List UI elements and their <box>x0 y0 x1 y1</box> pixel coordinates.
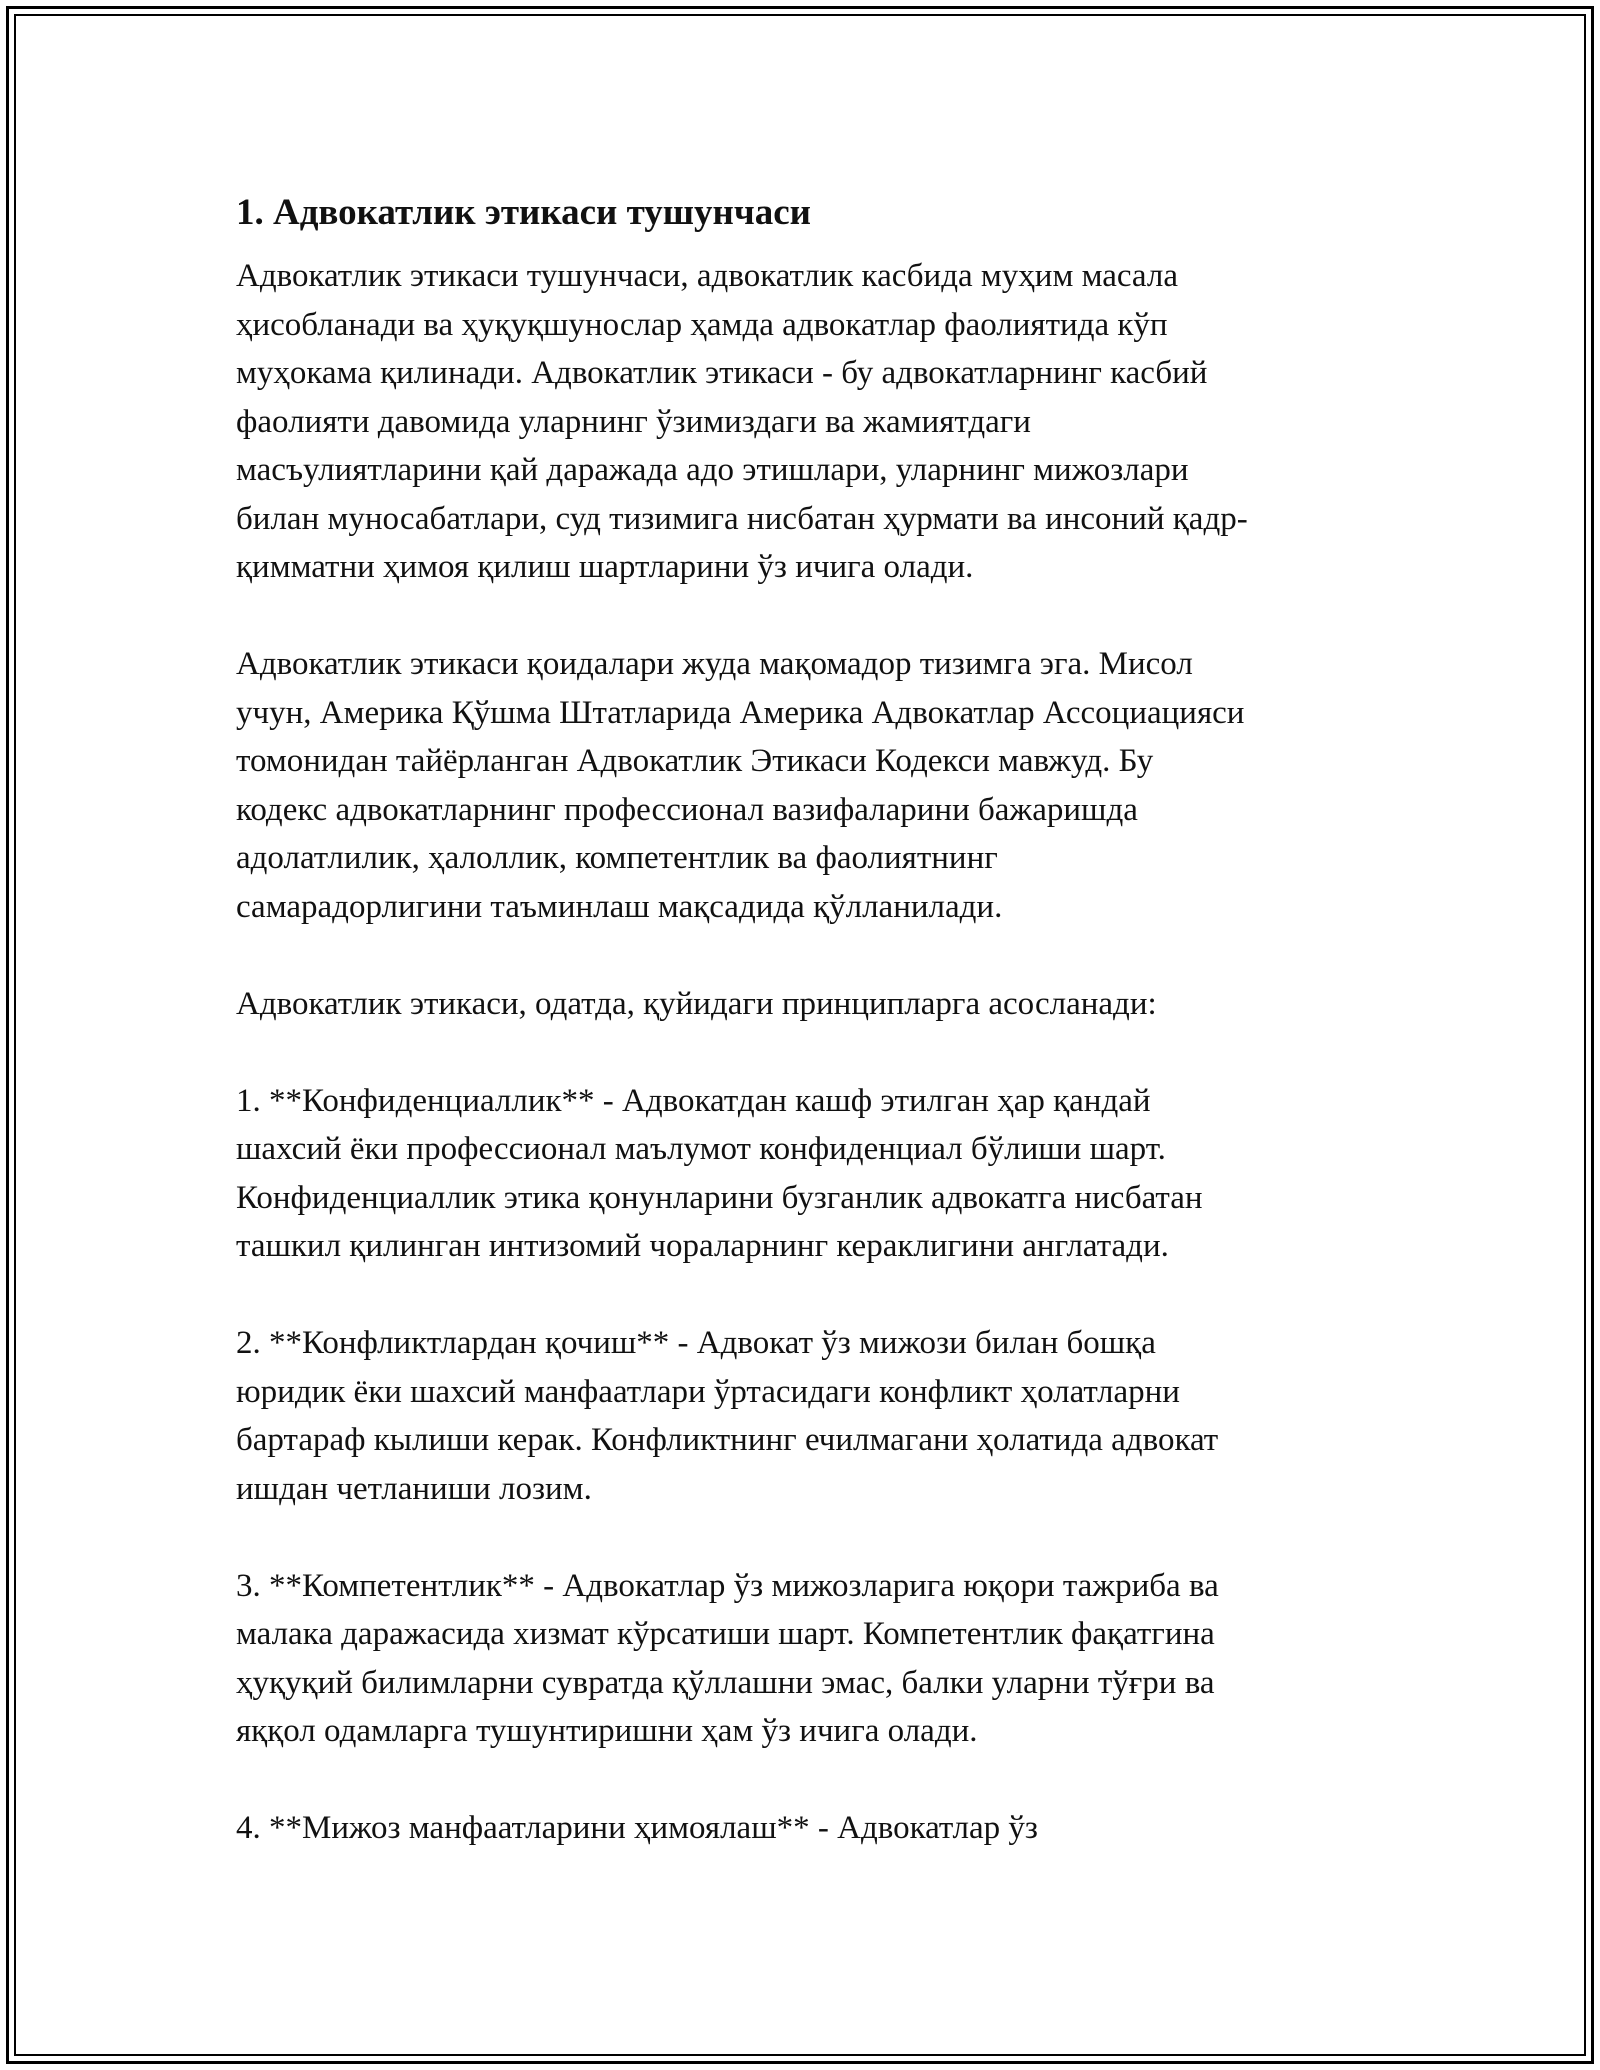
list-item-competence: 3. **Компетентлик** - Адвокатлар ўз мижозларига юқори тажриба ва малака даражасида хизмат кўрсатиши шарт. Компетентлик фақатгина ҳуқуқий билимларни сувратда қўллашни эмас, балки уларни тўғри ва яққол одамларга тушунтиришни ҳам ўз ичига олади. <box>236 1567 1219 1749</box>
paragraph-spacer <box>236 592 1396 641</box>
paragraph-spacer <box>236 931 1396 980</box>
document-body <box>236 252 1396 1853</box>
paragraph-intro: Адвокатлик этикаси тушунчаси, адвокатлик касбида муҳим масала ҳисобланади ва ҳуқуқшунослар ҳамда адвокатлар фаолиятида кўп муҳокама қилинади. Адвокатлик этикаси - бу адвокатларнинг касбий фаолияти давомида уларнинг ўзимиздаги ва жамиятдаги масъулиятларини қай даражада адо этишлари, уларнинг мижозлари билан муносабатлари, суд тизимига нисбатан ҳурмати ва инсоний қадр- қимматни ҳимоя қилиш шартларини ўз ичига олади. <box>236 258 1248 585</box>
section-heading: 1. Адвокатлик этикаси тушунчаси <box>236 192 811 233</box>
paragraph-spacer <box>236 1513 1396 1562</box>
paragraph-principles-intro: Адвокатлик этикаси, одатда, қуйидаги принципларга асосланади: <box>236 985 1157 1022</box>
list-item-conflict-avoidance: 2. **Конфликтлардан қочиш** - Адвокат ўз мижози билан бошқа юридик ёки шахсий манфаатлари ўртасидаги конфликт ҳолатларни бартараф кылиши керак. Конфликтнинг ечилмагани ҳолатида адвокат ишдан четланиши лозим. <box>236 1325 1219 1507</box>
paragraph-spacer <box>236 1271 1396 1320</box>
paragraph-code-of-ethics: Адвокатлик этикаси қоидалари жуда мақомадор тизимга эга. Мисол учун, Америка Қўшма Штатларида Америка Адвокатлар Ассоциацияси томонидан тайёрланган Адвокатлик Этикаси Кодекси мавжуд. Бу кодекс адвокатларнинг профессионал вазифаларини бажаришда адолатлилик, ҳалоллик, компетентлик ва фаолиятнинг самарадорлигини таъминлаш мақсадида қўлланилади. <box>236 646 1245 925</box>
document-page <box>236 184 1396 1853</box>
list-item-confidentiality: 1. **Конфиденциаллик** - Адвокатдан кашф этилган ҳар қандай шахсий ёки профессионал маълумот конфиденциал бўлиши шарт. Конфиденциаллик этика қонунларини бузганлик адвокатга нисбатан ташкил қилинган интизомий чораларнинг кераклигини англатади. <box>236 1082 1203 1264</box>
list-item-client-interests: 4. **Мижоз манфаатларини ҳимоялаш** - Адвокатлар ўз <box>236 1810 1038 1846</box>
paragraph-spacer <box>236 1756 1396 1805</box>
paragraph-spacer <box>236 1028 1396 1077</box>
